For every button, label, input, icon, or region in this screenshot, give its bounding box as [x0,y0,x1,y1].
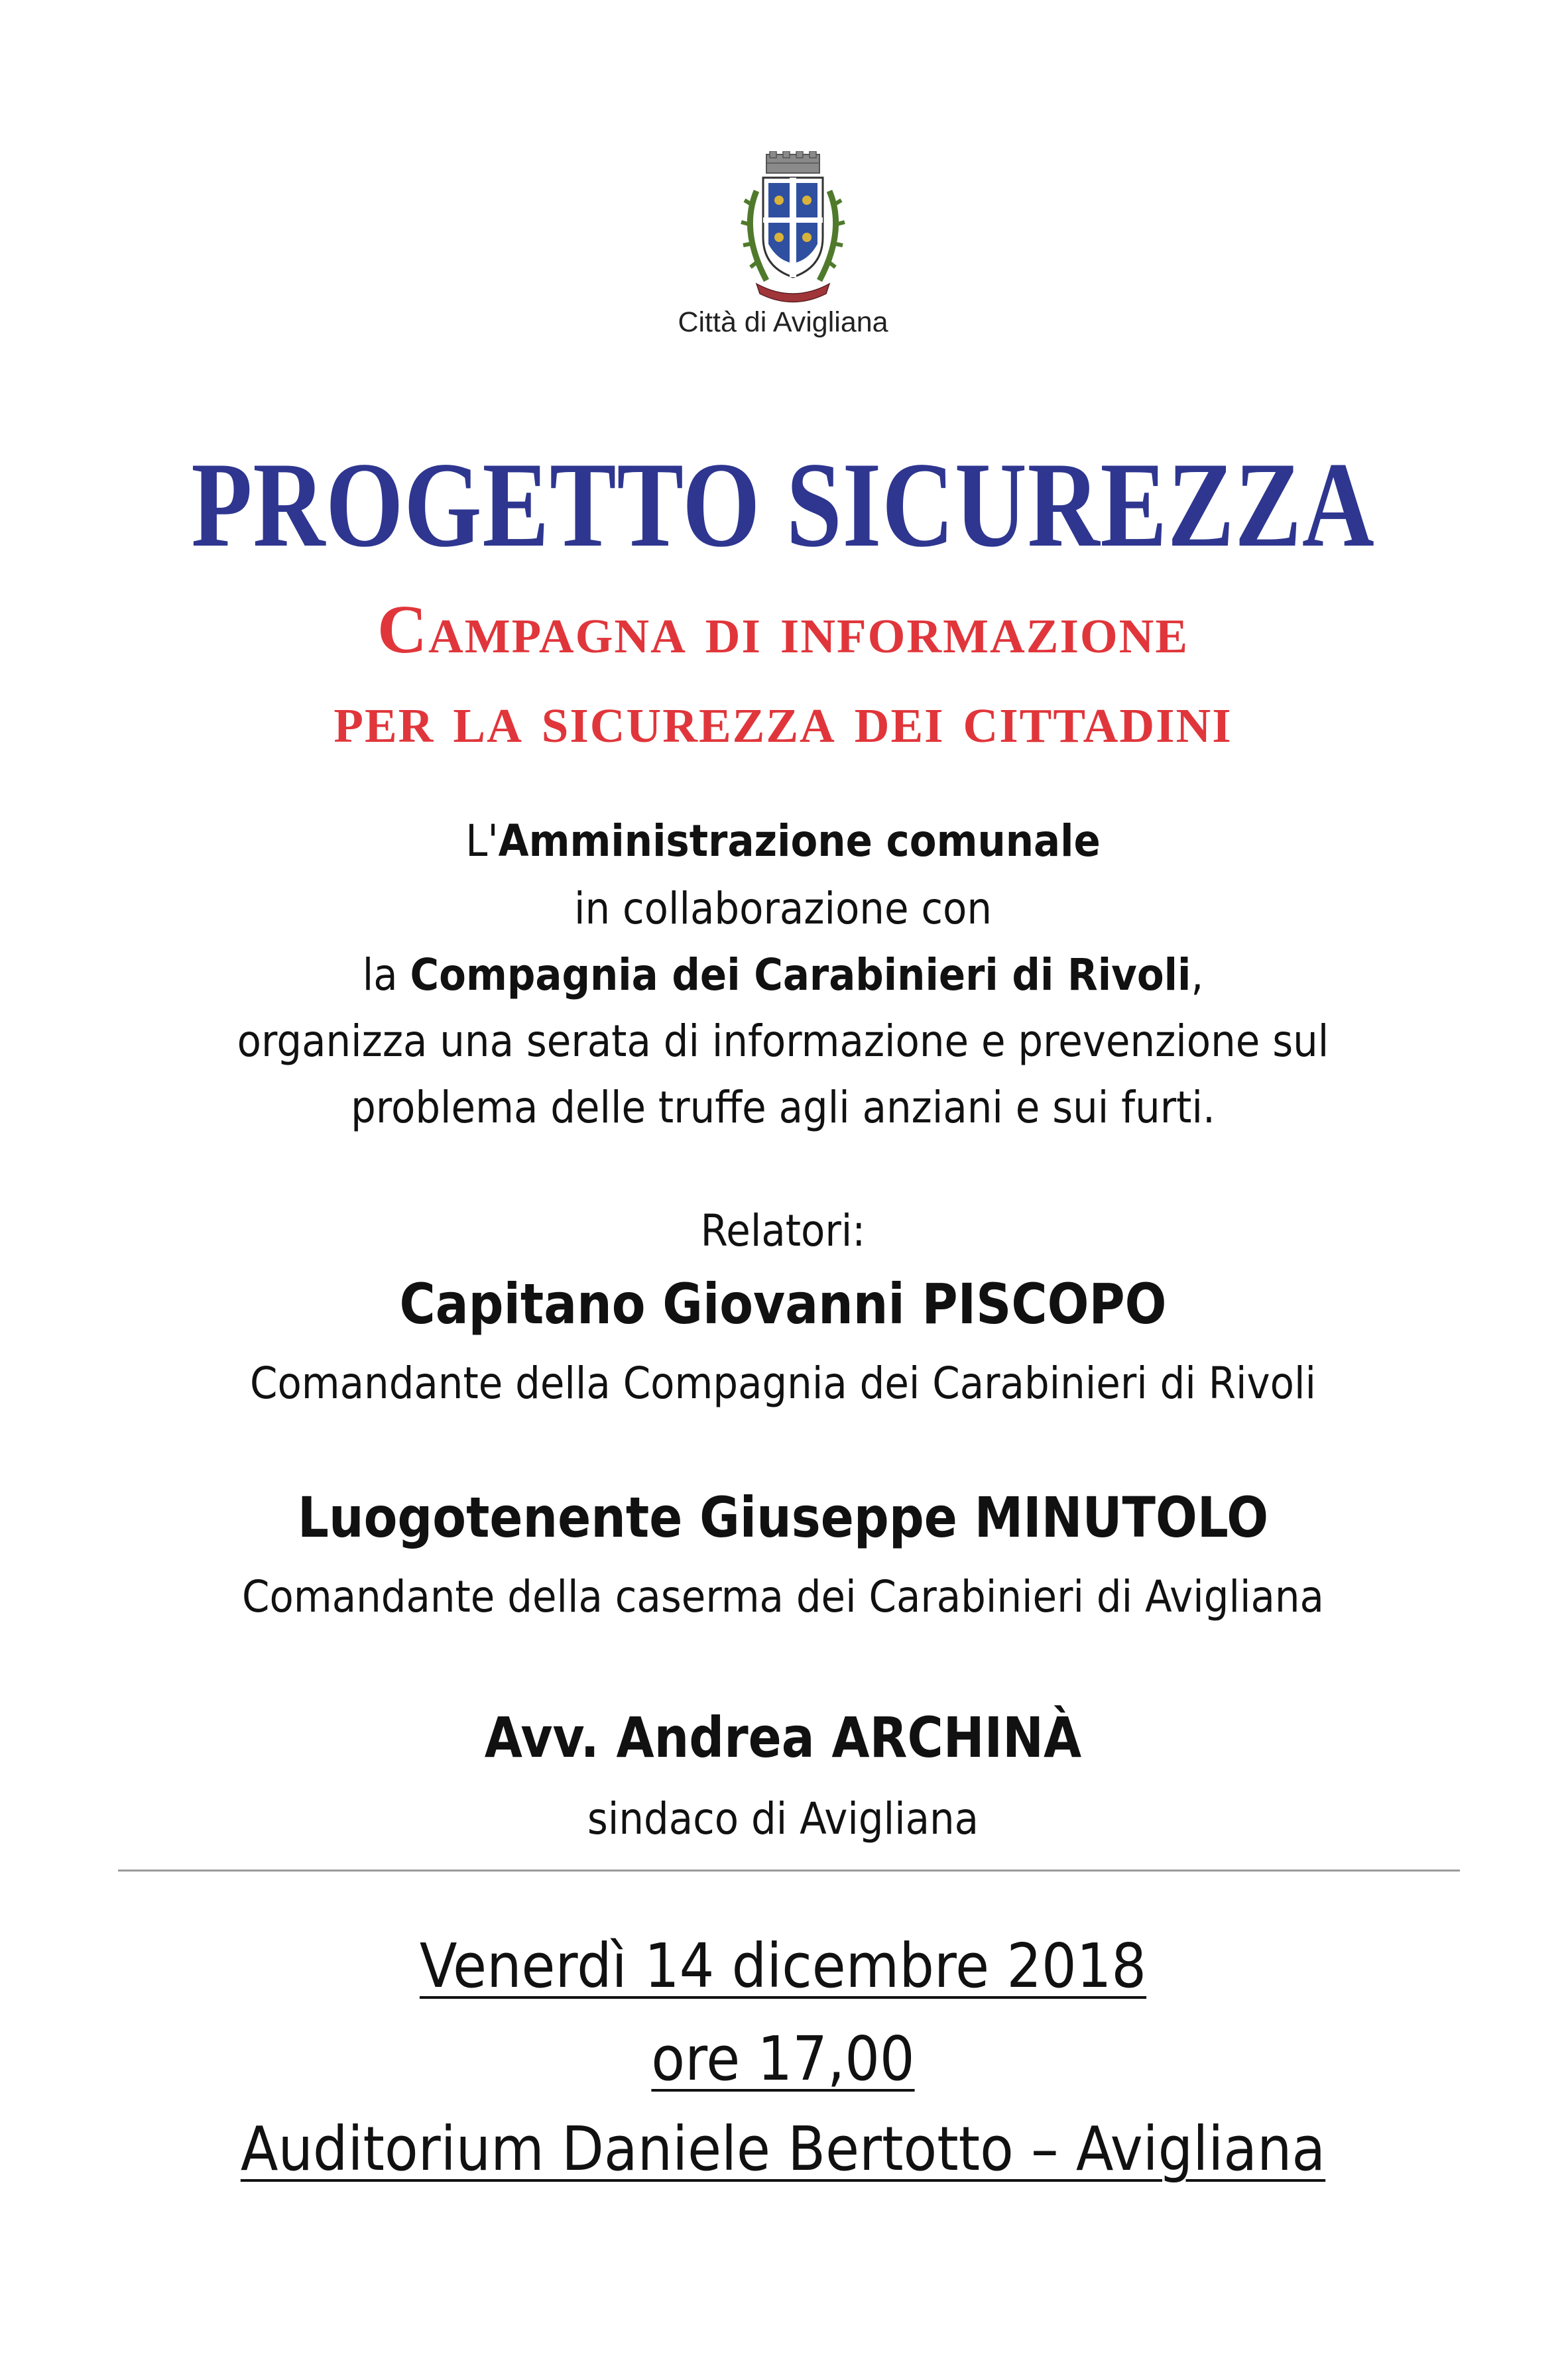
coat-of-arms-icon [737,151,849,304]
speaker-name: Luogotenente Giuseppe MINUTOLO [297,1485,1269,1550]
subtitle-line-2: per la sicurezza dei cittadini [333,681,1233,757]
intro-line-3-prefix: la [362,949,410,1000]
event-venue: Auditorium Daniele Bertotto – Avigliana [240,2113,1326,2184]
carabinieri-company-name: Compagnia dei Carabinieri di Rivoli [410,949,1191,1000]
speaker-name: Avv. Andrea ARCHINÀ [484,1705,1082,1770]
speaker-name: Capitano Giovanni PISCOPO [399,1272,1167,1337]
city-name: Città di Avigliana [678,306,888,338]
poster-title: PROGETTO SICUREZZA [191,437,1375,572]
speaker-role: Comandante della caserma dei Carabinieri di Avigliana [242,1571,1324,1622]
speakers-label: Relatori: [700,1205,866,1256]
event-date: Venerdì 14 dicembre 2018 [419,1931,1147,2001]
intro-prefix: L' [465,815,499,866]
administration-name: Amministrazione comunale [498,815,1101,866]
intro-line-5: problema delle truffe agli anziani e sui furti. [351,1082,1215,1133]
event-time: ore 17,00 [651,2023,915,2094]
divider [118,1870,1460,1872]
intro-line-1 [78,815,1488,866]
speaker-role: Comandante della Compagnia dei Carabinieri di Rivoli [249,1358,1317,1409]
intro-line-2: in collaborazione con [573,883,993,934]
intro-line-3 [78,949,1488,1000]
intro-line-3-suffix: , [1191,949,1204,1000]
intro-line-4: organizza una serata di informazione e prevenzione sul [237,1016,1329,1067]
subtitle-line-1: Campagna di informazione [377,591,1189,668]
speaker-role: sindaco di Avigliana [587,1793,979,1844]
